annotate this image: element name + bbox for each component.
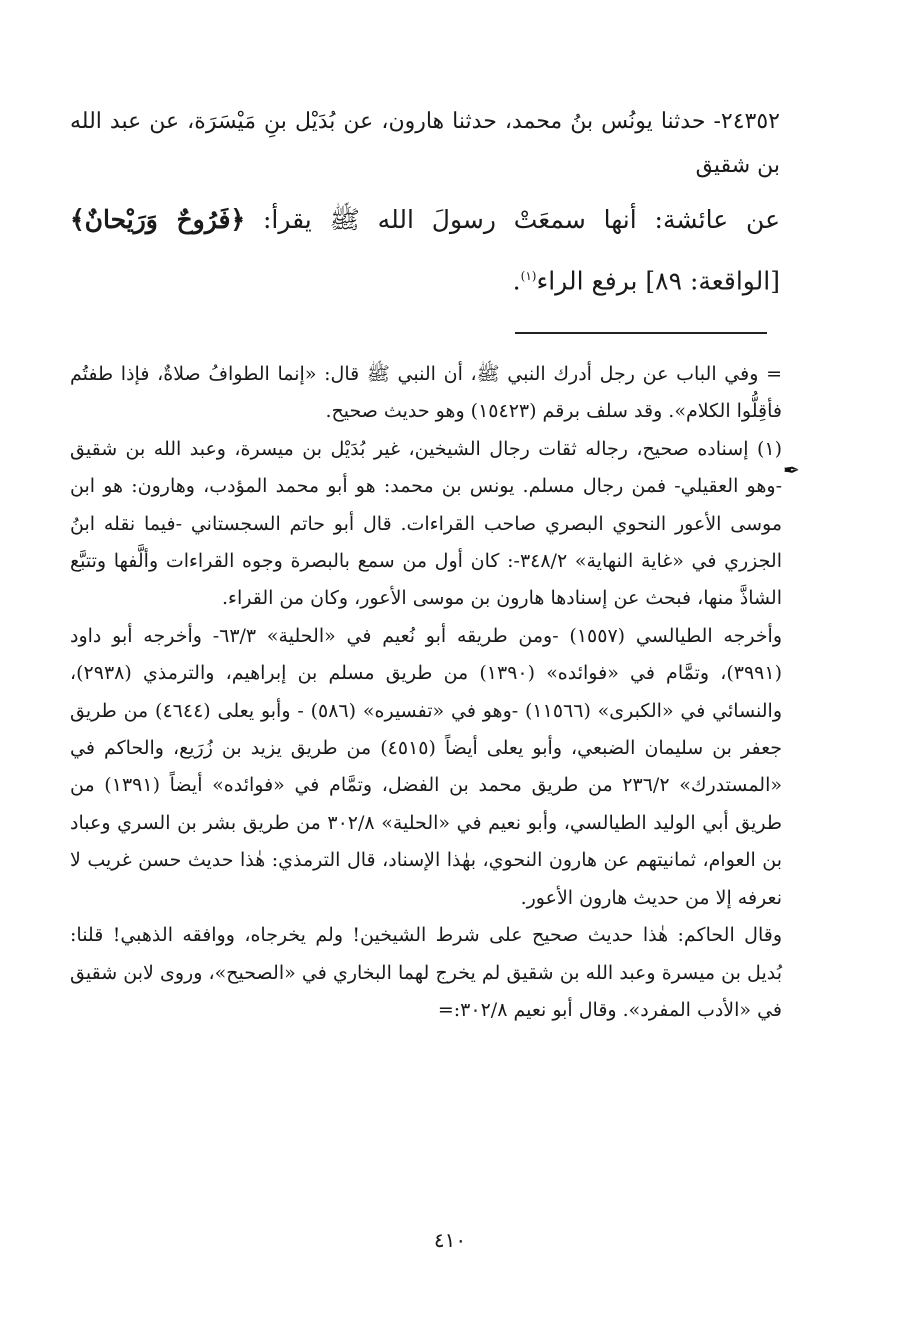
footnote-continuation: = وفي الباب عن رجل أدرك النبي ﷺ، أن النبي ﷺ قال: «إنما الطوافُ صلاةٌ، فإذا طفتُم فأقِلُّوا الكلام». وقد سلف برقم (١٥٤٢٣) وهو حديث صحيح.: [70, 363, 782, 423]
matn-intro: عن عائشة: أنها سمعَتْ رسولَ الله ﷺ يقرأ:: [245, 205, 780, 234]
page-number: ٤١٠: [433, 1228, 467, 1252]
hadith-block: [70, 100, 780, 309]
matn-end: .: [512, 266, 521, 296]
footnote-marker: (١): [520, 269, 537, 283]
footnote-1-para-3: وقال الحاكم: هٰذا حديث صحيح على شرط الشيخين! ولم يخرجاه، ووافقه الذهبي! قلنا: بُديل بن ميسرة وعبد الله بن شقيق لم يخرج لهما البخاري في «الصحيح»، وروى لابن شقيق في «الأدب المفرد». وقال أبو نعيم ٣٠٢/٨:=: [70, 924, 782, 1021]
quran-reference: [الواقعة: ٨٩] برفع الراء: [536, 266, 780, 296]
footnotes: [70, 356, 782, 1029]
footnote-1-para-1: (١) إسناده صحيح، رجاله ثقات رجال الشيخين، غير بُدَيْل بن ميسرة، وعبد الله بن شقيق -وهو العقيلي- فمن رجال مسلم. يونس بن محمد: هو أبو محمد المؤدب، وهارون: هو ابن موسى الأعور النحوي البصري صاحب القراءات. قال أبو حاتم السجستاني -فيما نقله ابنُ الجزري في «غاية النهاية» ٣٤٨/٢-: كان أول من سمع بالبصرة وجوه القراءات وألَّفها وتتبَّع الشاذَّ منها، فبحث عن إسنادها هارون بن موسى الأعور، وكان من القراء.: [70, 437, 782, 610]
quran-quote: ﴿فَرُوحٌ وَرَيْحانٌ﴾: [70, 205, 246, 234]
footnote-divider: [515, 332, 767, 334]
hadith-isnad: ٢٤٣٥٢- حدثنا يونُس بنُ محمد، حدثنا هارون، عن بُدَيْل بنِ مَيْسَرَة، عن عبد الله بن شقيق: [70, 109, 780, 178]
margin-mark-icon: ✒: [783, 458, 800, 482]
hadith-matn: [70, 192, 780, 309]
footnote-1-para-2: وأخرجه الطيالسي (١٥٥٧) -ومن طريقه أبو نُعيم في «الحلية» ٦٣/٣- وأخرجه أبو داود (٣٩٩١)، وتمَّام في «فوائده» (١٣٩٠) من طريق مسلم بن إبراهيم، والترمذي (٢٩٣٨)، والنسائي في «الكبرى» (١١٥٦٦) -وهو في «تفسيره» (٥٨٦) - وأبو يعلى (٤٦٤٤) من طريق جعفر بن سليمان الضبعي، وأبو يعلى أيضاً (٤٥١٥) من طريق يزيد بن زُرَيع، والحاكم في «المستدرك» ٢٣٦/٢ من طريق محمد بن الفضل، وتمَّام في «فوائده» أيضاً (١٣٩١) من طريق أبي الوليد الطيالسي، وأبو نعيم في «الحلية» ٣٠٢/٨ من طريق بشر بن السري وعباد بن العوام، ثمانيتهم عن هارون النحوي، بهٰذا الإسناد، قال الترمذي: هٰذا حديث حسن غريب لا نعرفه إلا من حديث هارون الأعور.: [70, 624, 782, 909]
